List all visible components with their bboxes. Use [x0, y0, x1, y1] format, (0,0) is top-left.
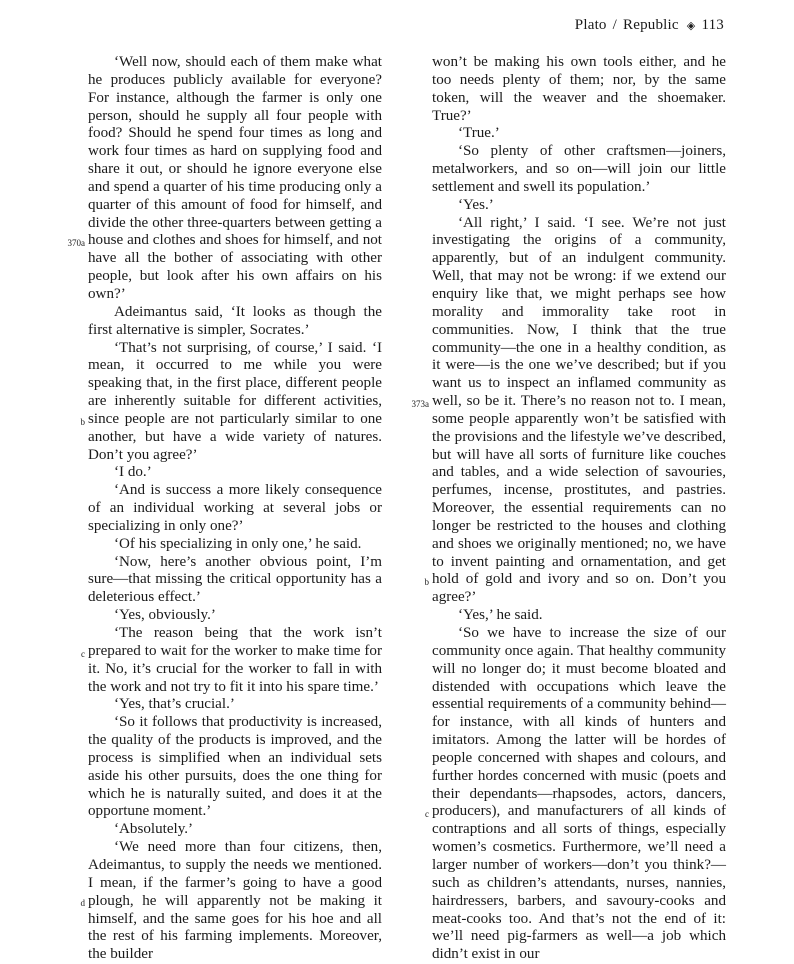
paragraph: won’t be making his own tools either, and he too needs plenty of them; nor, by the same token, will the weaver and the shoemaker. True?’ [432, 54, 726, 124]
stephanus-marker: 373a [411, 399, 429, 409]
paragraph: ‘Yes.’ [458, 196, 494, 213]
paragraph: ‘True.’ [458, 125, 500, 142]
ornament-icon: ◈ [686, 20, 696, 32]
paragraph: ‘Yes,’ he said. [458, 607, 543, 624]
left-column [88, 54, 382, 964]
stephanus-marker: b [80, 417, 85, 427]
running-head [575, 17, 724, 34]
paragraph: Adeimantus said, ‘It looks as though the first alternative is simpler, Socrates.’ [88, 303, 382, 338]
paragraph: ‘Yes, that’s crucial.’ [114, 696, 235, 713]
author-name: Plato [574, 17, 607, 33]
paragraph: ‘Well now, should each of them make what he produces publicly available for everyone? For instance, although the farmer is only one person, should he supply all four people with food? Should he spend four times as long and work four times as hard on supplying food and share it out, or should he ignore everyone else and spend a quarter of his time producing only a quarter of this amount of food for himself, and divide the other three-quarters between getting a house and clothes and shoes for himself, and not have all the bother of associating with other people, but look after his own affairs on his own?’ [88, 54, 382, 302]
stephanus-marker: b [424, 577, 429, 587]
paragraph: ‘That’s not surprising, of course,’ I said. ‘I mean, it occurred to me while you were speaking that, in the first place, different people are inherently suitable for different activities, since people are not particularly similar to one another, but have a wide variety of natures. Don’t you agree?’ [88, 339, 382, 463]
page-number: 113 [701, 17, 724, 33]
stephanus-marker: c [425, 809, 429, 819]
stephanus-marker: d [80, 898, 85, 908]
paragraph: ‘We need more than four citizens, then, Adeimantus, to supply the needs we mentioned. I mean, if the farmer’s going to have a good plough, he will apparently not be making it himself, and the same goes for his hoe and all the rest of his farming implements. Moreover, the builder [88, 839, 382, 963]
paragraph: ‘All right,’ I said. ‘I see. We’re not just investigating the origins of a community, apparently, but of an indulgent community. Well, that may not be wrong: if we extend our enquiry like that, we might perhaps see how morality and immorality take root in communities. Now, I think that the true community—the one in a healthy condition, as it were—is the one we’ve described; but if you want us to inspect an inflamed community as well, so be it. There’s no reason not to. I mean, some people apparently won’t be satisfied with the provisions and the lifestyle we’ve described, but will have all sorts of furniture like couches and tables, and a wide selection of savouries, perfumes, incense, prostitutes, and pastries. Moreover, the essential requirements can no longer be restricted to the houses and clothing and shoes we originally mentioned; no, we have to invent painting and ornamentation, and get hold of gold and ivory and so on. Don’t you agree?’ [432, 214, 726, 606]
paragraph: ‘I do.’ [114, 464, 152, 481]
paragraph: ‘So we have to increase the size of our community once again. That healthy community will no longer do; it must become bloated and distended with occupations which leave the essential requirements of a community behind—for instance, with all kinds of hunters and imitators. Among the latter will be hordes of people concerned with shapes and colours, and further hordes concerned with music (poets and their dependants—rhapsodes, actors, dancers, producers), and manufacturers of all kinds of contraptions and all sorts of things, especially women’s cosmetics. Furthermore, we’ll need a larger number of workers—don’t you think?—such as children’s attendants, nurses, nannies, hairdressers, barbers, and savoury-cooks and meat-cooks too. And that’s not the end of it: we’ll need pig-farmers as well—a job which didn’t exist in our [432, 625, 726, 963]
paragraph: ‘And is success a more likely consequence of an individual working at several jobs or specializing in only one?’ [88, 482, 382, 534]
paragraph: ‘So it follows that productivity is increased, the quality of the products is improved, and the process is simplified when an individual sets aside his other pursuits, does the one thing for which he is naturally suited, and does it at the opportune moment.’ [88, 714, 382, 820]
paragraph: ‘So plenty of other craftsmen—joiners, metalworkers, and so on—will join our little settlement and swell its population.’ [432, 143, 726, 195]
paragraph: ‘Absolutely.’ [114, 821, 194, 838]
paragraph: ‘The reason being that the work isn’t prepared to wait for the worker to make time for it. No, it’s crucial for the worker to fall in with the work and not try to fit it into his spare time.’ [88, 625, 382, 695]
stephanus-marker: 370a [67, 238, 85, 248]
stephanus-marker: c [81, 649, 85, 659]
paragraph: ‘Yes, obviously.’ [114, 607, 216, 624]
paragraph: ‘Now, here’s another obvious point, I’m sure—that missing the critical opportunity has a deleterious effect.’ [88, 553, 382, 606]
right-column [432, 54, 726, 964]
work-title: Republic [623, 17, 679, 33]
separator: / [612, 17, 618, 33]
paragraph: ‘Of his specializing in only one,’ he said. [114, 535, 362, 552]
